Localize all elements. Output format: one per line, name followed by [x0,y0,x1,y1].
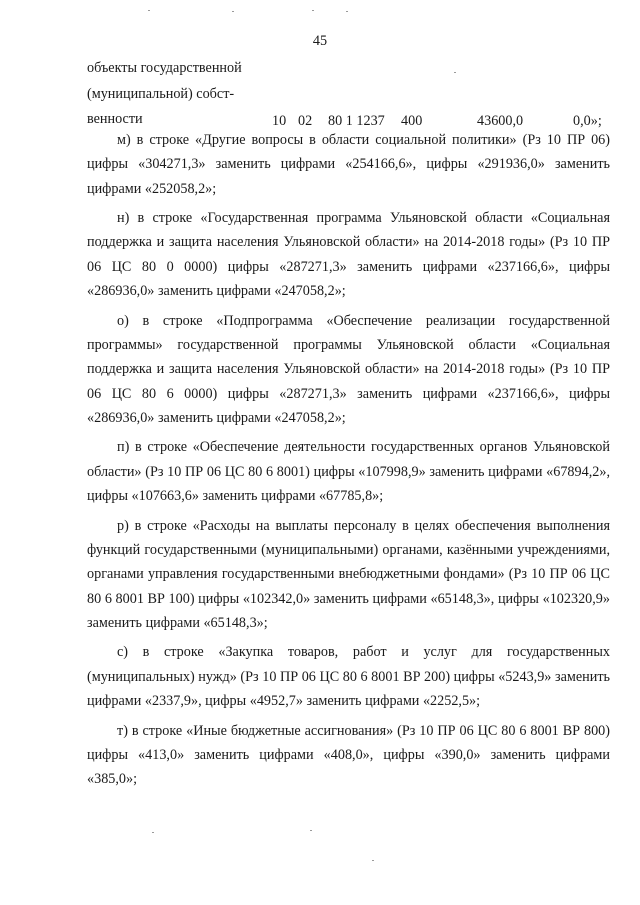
scan-speck [454,72,456,73]
code-target-article: 80 1 1237 [328,113,385,129]
amount-value-1: 43600,0 [477,113,524,129]
amendment-paragraph-s: с) в строке «Закупка товаров, работ и услуг для государственных (муниципальных) нужд» (Рз 10 ПР 06 ЦС 80 6 8001 ВР 200) цифры «5243,9» заменить цифрами «2337,9», цифры «4952,7» заменить цифрами «2252,5»; [87,644,610,710]
page-number: 45 [312,33,328,49]
code-subsection: 02 [298,113,313,129]
amendment-paragraph-r: р) в строке «Расходы на выплаты персоналу в целях обеспечения выполнения функций государственными (муниципальными) органами, казёнными учреждениями, органами управления государственными внебюджетными фондами» (Рз 10 ПР 06 ЦС 80 6 8001 ВР 100) цифры «102342,0» заменить цифрами «65148,3», цифры «102320,9» заменить цифрами «65148,3»; [87,517,610,631]
scan-speck [372,860,374,861]
table-row-label-line: объекты государственной [87,60,242,76]
code-expense-type: 400 [401,113,423,129]
amendment-paragraph-n: н) в строке «Государственная программа Ульяновской области «Социальная поддержка и защита населения Ульяновской области» на 2014-2018 годы» (Рз 10 ПР 06 ЦС 80 0 0000) цифры «287271,3» заменить цифрами «237166,6», цифры «286936,0» заменить цифрами «247058,2»; [87,210,610,300]
table-row-label-line: венности [87,111,143,127]
amendment-paragraph-o: о) в строке «Подпрограмма «Обеспечение реализации государственной программы» государственной программы Ульяновской области «Социальная поддержка и защита населения Ульяновской области» на 2014-2018 годы» (Рз 10 ПР 06 ЦС 80 6 0000) цифры «287271,3» заменить цифрами «237166,6», цифры «286936,0» заменить цифрами «247058,2»; [87,312,610,426]
scan-speck [232,11,234,12]
scan-speck [310,830,312,831]
scan-speck [312,10,314,11]
scan-speck [148,10,150,11]
amendment-paragraph-p: п) в строке «Обеспечение деятельности государственных органов Ульяновской области» (Рз 10 ПР 06 ЦС 80 6 8001) цифры «107998,9» заменить цифрами «67894,2», цифры «107663,6» заменить цифрами «67785,8»; [87,439,610,505]
code-section: 10 [272,113,287,129]
amount-value-2: 0,0»; [573,113,602,129]
document-body [87,128,610,797]
table-row-label-line: (муниципальной) собст- [87,86,235,102]
amendment-paragraph-t: т) в строке «Иные бюджетные ассигнования» (Рз 10 ПР 06 ЦС 80 6 8001 ВР 800) цифры «413,0» заменить цифрами «408,0», цифры «390,0» заменить цифрами «385,0»; [87,722,610,788]
scan-speck [152,832,154,833]
amendment-paragraph-m: м) в строке «Другие вопросы в области социальной политики» (Рз 10 ПР 06) цифры «304271,3» заменить цифрами «254166,6», цифры «291936,0» заменить цифрами «252058,2»; [87,132,610,197]
scan-speck [346,11,348,12]
